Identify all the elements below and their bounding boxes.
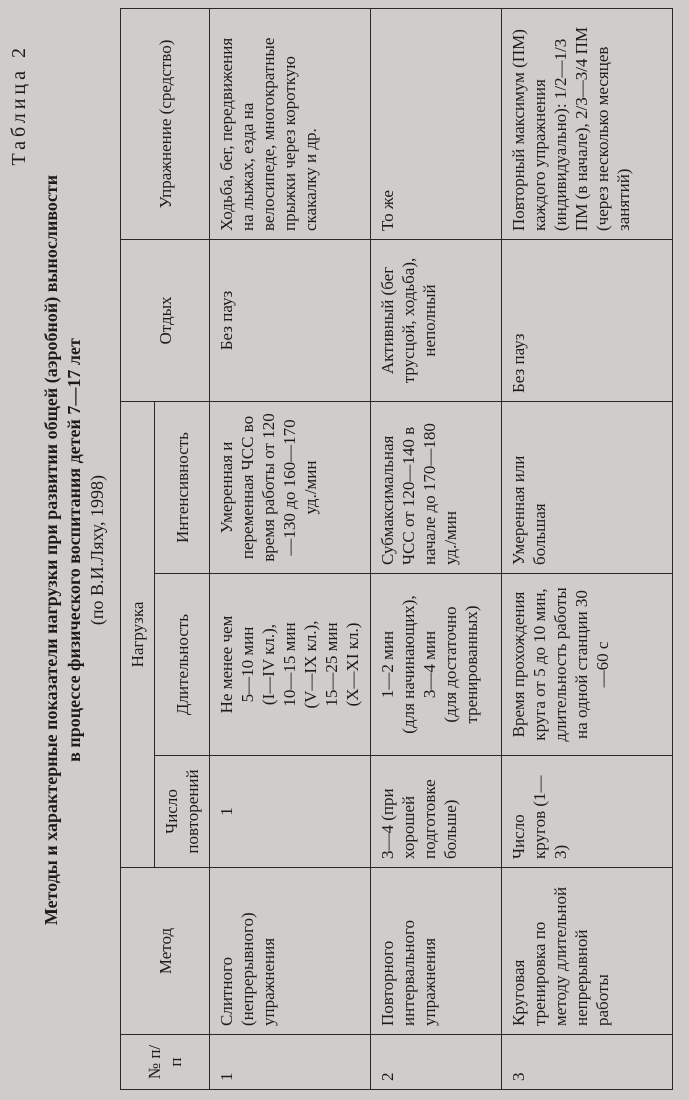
cell-rest: Активный (бег трусцой, ходьба), неполный [371,240,502,402]
table-row [210,9,371,1090]
table-row [502,9,673,1090]
table-number-label: Таблица 2 [8,44,30,166]
cell-intensity: Умеренная или большая [502,402,673,574]
cell-repetitions: 3—4 (при хорошей подготовке больше) [371,756,502,868]
cell-repetitions: 1 [210,756,371,868]
cell-duration: Время прохождения круга от 5 до 10 мин, длительность работы на одной станции 30—60 с [502,574,673,756]
cell-method: Круговая тренировка по методу длительной непрерывной работы [502,868,673,1035]
title-source: (по В.И.Ляху, 1998) [87,474,107,626]
cell-method: Слитного (непрерывного) упражнения [210,868,371,1035]
cell-num: 1 [210,1035,371,1090]
cell-intensity: Умеренная и переменная ЧСС во время работы от 120—130 до 160—170 уд./мин [210,402,371,574]
cell-num: 3 [502,1035,673,1090]
cell-method: Повторного интервального упражнения [371,868,502,1035]
header-intensity: Интенсивность [155,402,210,574]
header-duration: Длительность [155,574,210,756]
header-rest: Отдых [121,240,210,402]
table-row [371,9,502,1090]
table-title [40,0,109,1100]
header-method: Метод [121,868,210,1035]
title-line-1: Методы и характерные показатели нагрузки при развитии общей (аэробной) выносливости [41,174,61,926]
cell-duration: 1—2 мин (для начинающих), 3—4 мин (для достаточно тренированных) [371,574,502,756]
header-repetitions: Число повторений [155,756,210,868]
cell-repetitions: Число кругов (1—3) [502,756,673,868]
cell-rest: Без пауз [210,240,371,402]
cell-num: 2 [371,1035,502,1090]
cell-rest: Без пауз [502,240,673,402]
cell-exercise: Ходьба, бег, передвижения на лыжах, езда на велосипеде, многократные прыжки через короткую скакалку и др. [210,9,371,240]
methods-table [120,8,673,1090]
header-num: № п/п [121,1035,210,1090]
cell-intensity: Субмаксимальная ЧСС от 120—140 в начале до 170—180 уд./мин [371,402,502,574]
title-line-2: в процессе физического воспитания детей 7—17 лет [64,338,84,762]
header-load: Нагрузка [121,402,155,868]
header-exercise: Упражнение (средство) [121,9,210,240]
cell-duration: Не менее чем 5—10 мин (I—IV кл.), 10—15 мин (V—IX кл.), 15—25 мин (X—XI кл.) [210,574,371,756]
cell-exercise: То же [371,9,502,240]
cell-exercise: Повторный максимум (ПМ) каждого упражнения (индивидуально): 1/2—1/3 ПМ (в начале), 2/3—3/4 ПМ (через несколько месяцев занятий) [502,9,673,240]
